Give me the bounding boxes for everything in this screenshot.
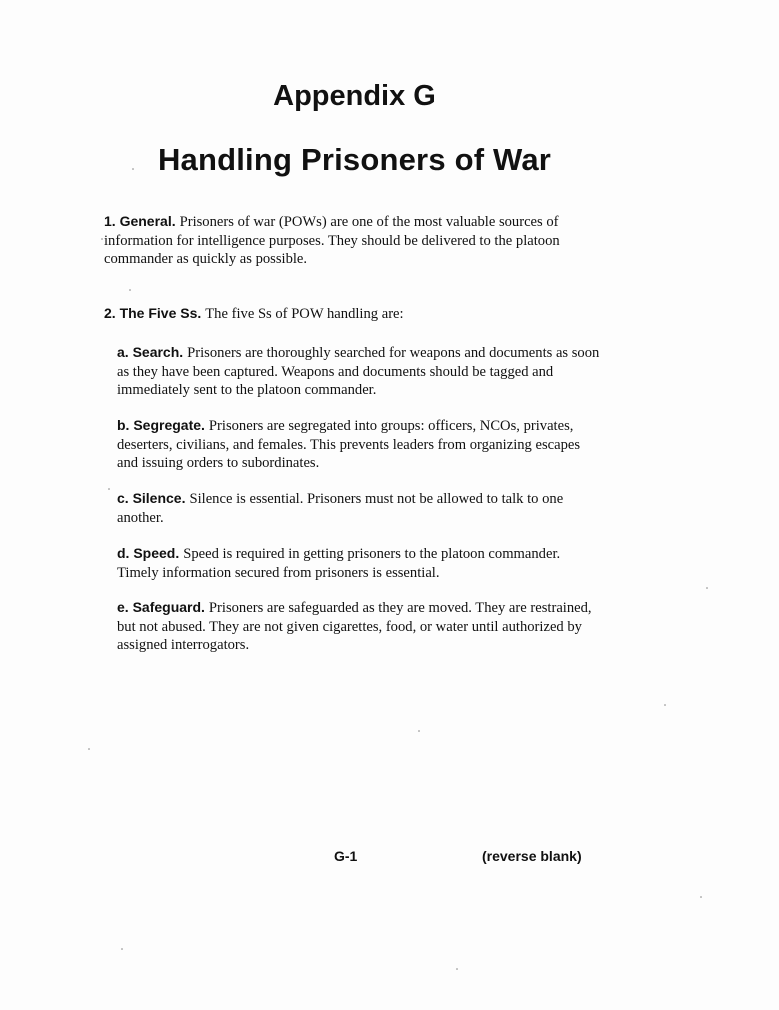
section-lead: 2. The Five Ss. [104,305,202,321]
scan-speck [132,168,134,170]
subsection-lead: e. Safeguard. [117,599,205,615]
subsection-text: Prisoners are segregated into groups: officers, NCOs, privates, deserters, civilians, and females. This prevents leaders from organizing escapes and issuing orders to subordinates. [117,418,581,471]
section-general [104,212,602,269]
subsection-lead: c. Silence. [117,490,186,506]
subsection-text: Silence is essential. Prisoners must not be allowed to talk to one another. [117,491,564,526]
scan-speck [706,587,708,589]
subsection-lead: b. Segregate. [117,417,205,433]
scan-speck [88,748,90,750]
subsection-safeguard [117,598,601,655]
appendix-heading: Appendix G [273,80,436,112]
subsection-silence [117,489,601,527]
scan-speck [101,238,103,240]
subsection-lead: d. Speed. [117,545,180,561]
scan-speck [700,896,702,898]
scan-speck [121,948,123,950]
section-lead: 1. General. [104,213,176,229]
subsection-text: Prisoners are thoroughly searched for weapons and documents as soon as they have been captured. Weapons and documents should be tagged and immediately sent to the platoon commander. [117,345,600,398]
subsection-lead: a. Search. [117,344,184,360]
subsection-segregate [117,416,601,473]
scan-speck [108,488,110,490]
subsection-text: Prisoners are safeguarded as they are moved. They are restrained, but not abused. They are not given cigarettes, food, or water until authorized by assigned interrogators. [117,600,592,653]
section-five-ss [104,304,602,324]
scan-speck [418,730,420,732]
section-text: The five Ss of POW handling are: [205,306,404,322]
page-title: Handling Prisoners of War [157,142,552,177]
scan-speck [456,968,458,970]
reverse-blank-note: (reverse blank) [482,848,582,864]
section-text: Prisoners of war (POWs) are one of the most valuable sources of information for intelligence purposes. They should be delivered to the platoon commander as quickly as possible. [104,214,560,267]
subsection-text: Speed is required in getting prisoners to the platoon commander. Timely information secured from prisoners is essential. [117,546,561,581]
subsection-search [117,343,601,400]
scan-speck [129,289,131,291]
subsection-speed [117,544,601,582]
page-number: G-1 [334,848,358,864]
scan-speck [664,704,666,706]
